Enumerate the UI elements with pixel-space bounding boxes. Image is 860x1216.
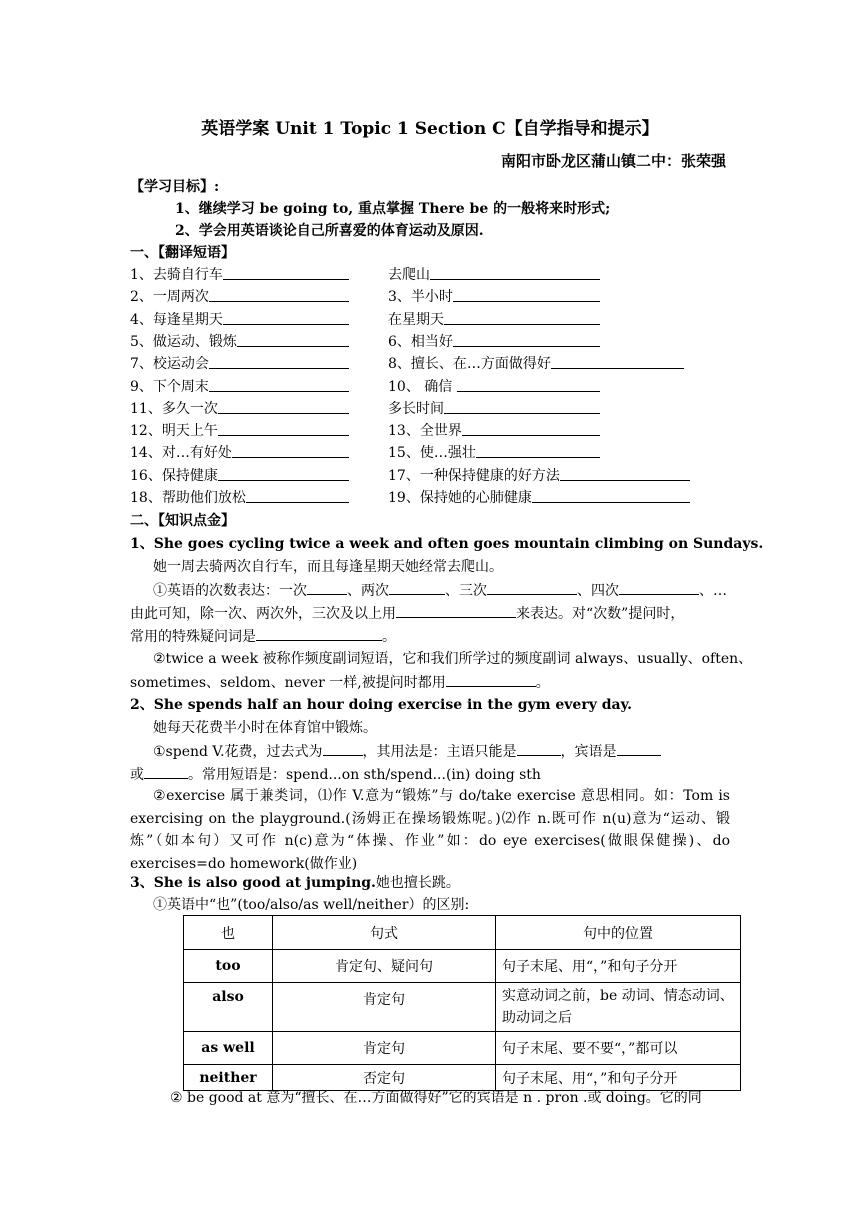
text: 她也擅长跳。 <box>375 875 460 891</box>
answer-blank[interactable] <box>551 353 684 369</box>
answer-blank[interactable] <box>444 398 600 414</box>
point-2-line-a <box>153 740 661 763</box>
table-cell: 实意动词之前，be 动词、情态动词、助动词之后 <box>496 983 741 1032</box>
answer-blank[interactable] <box>246 487 349 503</box>
author-line: 南阳市卧龙区蒲山镇二中：张荣强 <box>500 152 726 170</box>
knowledge-heading: 二、【知识点金】 <box>130 513 235 529</box>
answer-blank[interactable] <box>209 376 349 392</box>
text: 。常用短语是：spend...on sth/spend...(in) doing sth <box>188 767 541 783</box>
point-3-line-b: ② be good at 意为“擅长、在…方面做得好”它的宾语是 n . pron .或 doing。它的同 <box>170 1090 702 1106</box>
phrase-text: 3、半小时 <box>388 289 453 306</box>
phrase-text: 14、对…有好处 <box>130 445 232 462</box>
phrase-text: 16、保持健康 <box>130 467 218 484</box>
table-cell: 句子末尾、要不要“，”都可以 <box>496 1032 741 1065</box>
answer-blank[interactable] <box>532 487 690 503</box>
phrase-item-left <box>130 264 349 286</box>
document-title: 英语学案 Unit 1 Topic 1 Section C【自学指导和提示】 <box>201 119 659 139</box>
point-2-translation: 她每天花费半小时在体育馆中锻炼。 <box>153 720 377 736</box>
point-1-translation: 她一周去骑两次自行车，而且每逢星期天她经常去爬山。 <box>153 559 503 575</box>
answer-blank[interactable] <box>560 465 690 481</box>
phrase-text: 8、擅长、在…方面做得好 <box>388 356 551 373</box>
translate-heading: 一、【翻译短语】 <box>130 245 235 261</box>
answer-blank[interactable] <box>232 442 349 458</box>
phrase-text: 2、一周两次 <box>130 289 209 306</box>
point-2-title: 2、She spends half an hour doing exercise in the gym every day. <box>130 697 632 713</box>
answer-blank[interactable] <box>487 579 577 595</box>
table-header: 句式 <box>273 916 496 950</box>
text: 、两次 <box>347 583 389 599</box>
text: ①spend V.花费，过去式为 <box>153 744 323 760</box>
phrase-item-right <box>388 465 690 487</box>
phrase-text: 15、使…强壮 <box>388 445 476 462</box>
phrase-text: 10、 确信 <box>388 378 457 395</box>
phrase-item-right <box>388 487 690 509</box>
answer-blank[interactable] <box>223 309 349 325</box>
table-row <box>184 950 741 983</box>
phrase-text: 12、明天上午 <box>130 423 218 440</box>
answer-blank[interactable] <box>256 625 382 641</box>
answer-blank[interactable] <box>396 602 516 618</box>
table-row <box>184 983 741 1032</box>
text: 。 <box>535 675 550 691</box>
phrase-text: 多长时间 <box>388 400 444 417</box>
phrase-item-left <box>130 309 349 331</box>
answer-blank[interactable] <box>453 331 600 347</box>
table-header: 句中的位置 <box>496 916 741 950</box>
answer-blank[interactable] <box>218 465 349 481</box>
phrase-item-left <box>130 286 349 308</box>
phrase-text: 9、下个周末 <box>130 378 209 395</box>
objectives-heading: 【学习目标】: <box>130 179 220 195</box>
point-1-line-b <box>130 602 684 625</box>
phrase-text: 7、校运动会 <box>130 356 209 373</box>
answer-blank[interactable] <box>457 376 600 392</box>
answer-blank[interactable] <box>323 740 363 756</box>
phrase-text: 6、相当好 <box>388 333 453 350</box>
answer-blank[interactable] <box>218 420 349 436</box>
answer-blank[interactable] <box>144 763 188 779</box>
answer-blank[interactable] <box>446 671 536 687</box>
point-2-exercise-note: ②exercise 属于兼类词，⑴作 V.意为“锻炼”与 do/take exercise 意思相同。如：Tom is exercising on the playground.(汤姆正在操场锻炼呢。)⑵作 n.既可作 n(u)意为“运动、锻炼”（如本句）又可作 n(c)意为“体操、作业”如：do eye exercises(做眼保健操)、do exercises=do homework(做作业) <box>130 788 730 872</box>
point-2-line-b <box>130 763 541 786</box>
table-header: 也 <box>184 916 273 950</box>
table-cell: 句子末尾、用“，”和句子分开 <box>496 1065 741 1091</box>
point-1-line-a <box>153 579 727 602</box>
phrase-item-left <box>130 442 349 464</box>
phrase-item-left <box>130 420 349 442</box>
answer-blank[interactable] <box>617 740 661 756</box>
phrase-item-left <box>130 398 349 420</box>
answer-blank[interactable] <box>444 309 600 325</box>
point-1-line-d: ②twice a week 被称作频度副词短语，它和我们所学过的频度副词 always、usually、often、 <box>153 651 753 667</box>
point-1-line-c <box>130 625 396 648</box>
phrase-item-right <box>388 398 600 420</box>
phrase-item-right <box>388 420 600 442</box>
phrase-text: 去爬山 <box>388 267 430 283</box>
phrase-text: 13、全世界 <box>388 423 462 440</box>
answer-blank[interactable] <box>209 353 349 369</box>
point-1-title: 1、She goes cycling twice a week and often goes mountain climbing on Sundays. <box>130 536 764 552</box>
table-header-row <box>184 916 741 950</box>
text: 来表达。对“次数”提问时， <box>516 606 685 622</box>
point-3-line-a: ①英语中“也”(too/also/as well/neither）的区别: <box>153 897 470 913</box>
answer-blank[interactable] <box>218 398 349 414</box>
answer-blank[interactable] <box>453 286 600 302</box>
phrase-item-left <box>130 376 349 398</box>
point-3-title <box>130 872 460 894</box>
table-cell: 肯定句、疑问句 <box>273 950 496 983</box>
phrase-text: 1、去骑自行车 <box>130 267 223 283</box>
text: 常用的特殊疑问词是 <box>130 629 256 645</box>
answer-blank[interactable] <box>223 264 349 280</box>
text: 、四次 <box>577 583 619 599</box>
table-cell: 肯定句 <box>273 1032 496 1065</box>
answer-blank[interactable] <box>209 286 349 302</box>
phrase-item-right <box>388 264 600 286</box>
text: 。 <box>382 629 396 645</box>
answer-blank[interactable] <box>307 579 347 595</box>
phrase-item-left <box>130 331 349 353</box>
text: sometimes、seldom、never 一样,被提问时都用 <box>130 675 446 691</box>
answer-blank[interactable] <box>237 331 349 347</box>
text: 、… <box>699 583 727 599</box>
text: 或 <box>130 767 144 783</box>
phrase-item-right <box>388 309 600 331</box>
phrase-text: 在星期天 <box>388 311 444 328</box>
objective-1: 1、继续学习 be going to, 重点掌握 There be 的一般将来时形式; <box>175 201 611 217</box>
phrase-item-left <box>130 353 349 375</box>
answer-blank[interactable] <box>389 579 445 595</box>
text: ，宾语是 <box>560 744 617 760</box>
table-cell: also <box>184 983 273 1032</box>
phrase-item-left <box>130 465 349 487</box>
phrase-text: 19、保持她的心肺健康 <box>388 490 532 506</box>
phrase-item-right <box>388 331 600 353</box>
phrase-item-right <box>388 286 600 308</box>
table-cell: as well <box>184 1032 273 1065</box>
objective-2: 2、学会用英语谈论自己所喜爱的体育运动及原因. <box>175 223 484 239</box>
point-1-line-e <box>130 671 550 694</box>
phrase-text: 5、做运动、锻炼 <box>130 333 237 350</box>
phrase-item-left <box>130 487 349 509</box>
text: ①英语的次数表达：一次 <box>153 583 307 599</box>
table-cell: 句子末尾、用“，”和句子分开 <box>496 950 741 983</box>
phrase-text: 4、每逢星期天 <box>130 311 223 328</box>
text: ，其用法是：主语只能是 <box>362 744 517 760</box>
phrase-text: 11、多久一次 <box>130 400 218 417</box>
answer-blank[interactable] <box>619 579 699 595</box>
phrase-item-right <box>388 442 600 464</box>
table-row <box>184 1032 741 1065</box>
answer-blank[interactable] <box>476 442 600 458</box>
phrase-item-right <box>388 376 600 398</box>
phrase-text: 18、帮助他们放松 <box>130 490 246 506</box>
table-cell: 肯定句 <box>273 983 496 1032</box>
table-cell: neither <box>184 1065 273 1091</box>
text: 、三次 <box>445 583 487 599</box>
answer-blank[interactable] <box>430 264 600 280</box>
answer-blank[interactable] <box>462 420 600 436</box>
text: 由此可知，除一次、两次外，三次及以上用 <box>130 606 396 622</box>
phrase-text: 17、一种保持健康的好方法 <box>388 467 560 484</box>
phrase-item-right <box>388 353 684 375</box>
also-comparison-table <box>183 915 741 1091</box>
text: 3、She is also good at jumping. <box>130 875 376 891</box>
table-cell: too <box>184 950 273 983</box>
table-cell: 否定句 <box>273 1065 496 1091</box>
answer-blank[interactable] <box>517 740 561 756</box>
